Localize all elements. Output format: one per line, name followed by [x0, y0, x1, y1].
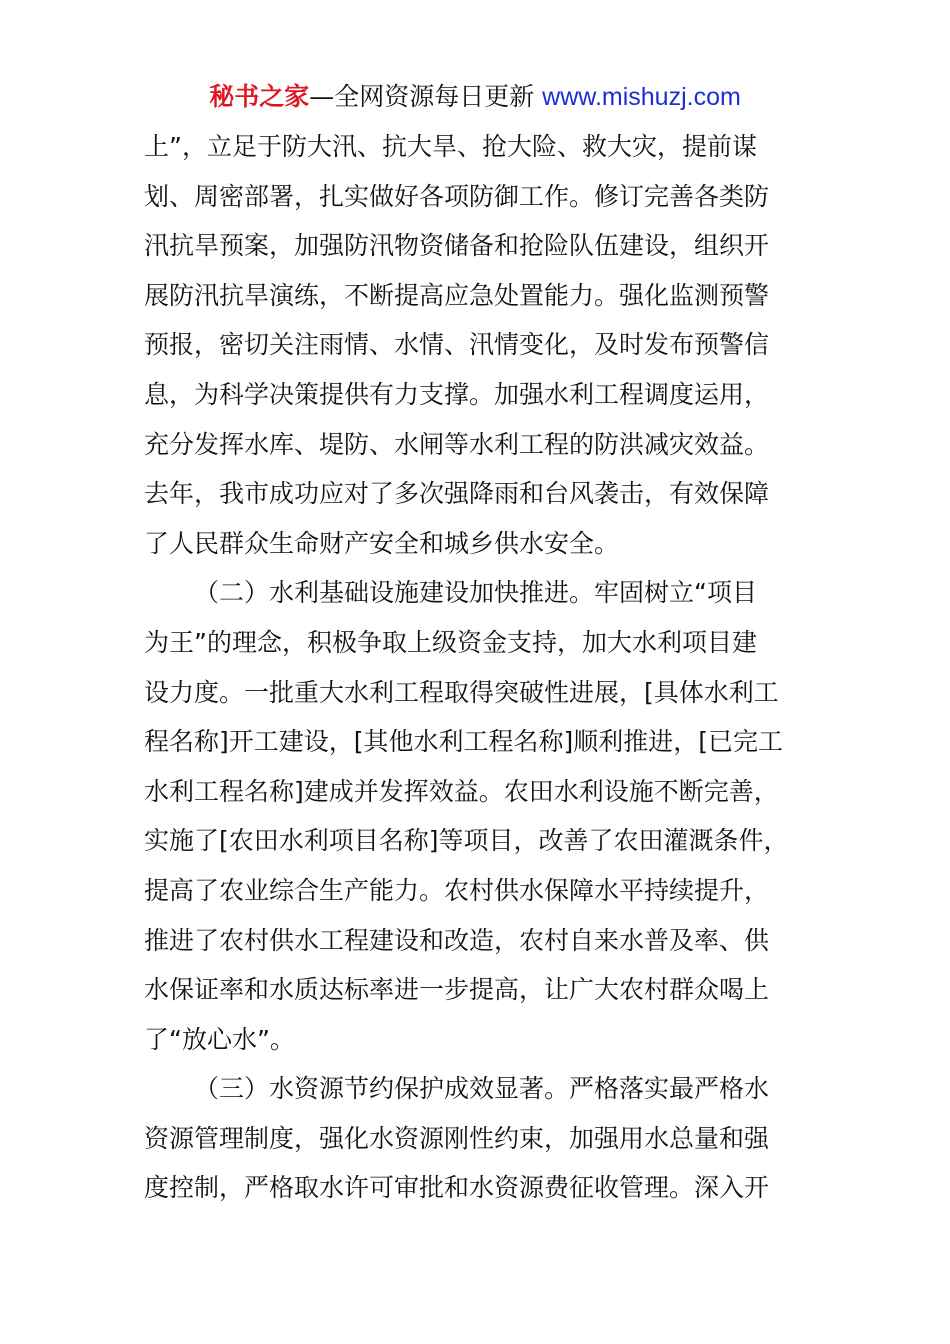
text-line: 水利工程名称]建成并发挥效益。农田水利设施不断完善，	[144, 776, 779, 806]
text-line: 实施了[农田水利项目名称]等项目，改善了农田灌溉条件，	[144, 826, 789, 856]
text-line: 去年，我市成功应对了多次强降雨和台风袭击，有效保障	[144, 479, 770, 509]
section-heading-line: （三）水资源节约保护成效显著。严格落实最严格水	[194, 1074, 770, 1104]
text-line: 展防汛抗旱演练，不断提高应急处置能力。强化监测预警	[144, 280, 770, 310]
text-line: 了“放心水”。	[144, 1024, 295, 1054]
text-line: 上”，立足于防大汛、抗大旱、抢大险、救大灾，提前谋	[144, 132, 757, 161]
text-line: 为王”的理念，积极争取上级资金支持，加大水利项目建	[144, 627, 757, 657]
document-body	[144, 122, 808, 1213]
text-line: 水保证率和水质达标率进一步提高，让广大农村群众喝上	[144, 975, 770, 1005]
text-line: 了人民群众生命财产安全和城乡供水安全。	[144, 528, 620, 558]
text-line: 息，为科学决策提供有力支撑。加强水利工程调度运用，	[144, 379, 770, 409]
text-line: 充分发挥水库、堤防、水闸等水利工程的防洪减灾效益。	[144, 429, 770, 459]
text-line: 汛抗旱预案，加强防汛物资储备和抢险队伍建设，组织开	[144, 231, 770, 261]
site-header	[0, 80, 950, 114]
text-line: 提高了农业综合生产能力。农村供水保障水平持续提升，	[144, 875, 770, 905]
text-line: 推进了农村供水工程建设和改造，农村自来水普及率、供	[144, 925, 770, 955]
text-line: 程名称]开工建设，[其他水利工程名称]顺利推进，[已完工	[144, 727, 784, 757]
site-tagline: —全网资源每日更新	[309, 82, 543, 111]
section-heading-line: （二）水利基础设施建设加快推进。牢固树立“项目	[194, 578, 757, 608]
site-brand: 秘书之家	[209, 82, 310, 111]
text-line: 预报，密切关注雨情、水情、汛情变化，及时发布预警信	[144, 330, 770, 360]
text-line: 设力度。一批重大水利工程取得突破性进展，[具体水利工	[144, 677, 779, 707]
text-line: 资源管理制度，强化水资源刚性约束，加强用水总量和强	[144, 1123, 770, 1153]
text-line: 度控制，严格取水许可审批和水资源费征收管理。深入开	[144, 1173, 770, 1203]
site-url-link[interactable]: www.mishuzj.com	[542, 83, 741, 111]
text-line: 划、周密部署，扎实做好各项防御工作。修订完善各类防	[144, 181, 770, 211]
